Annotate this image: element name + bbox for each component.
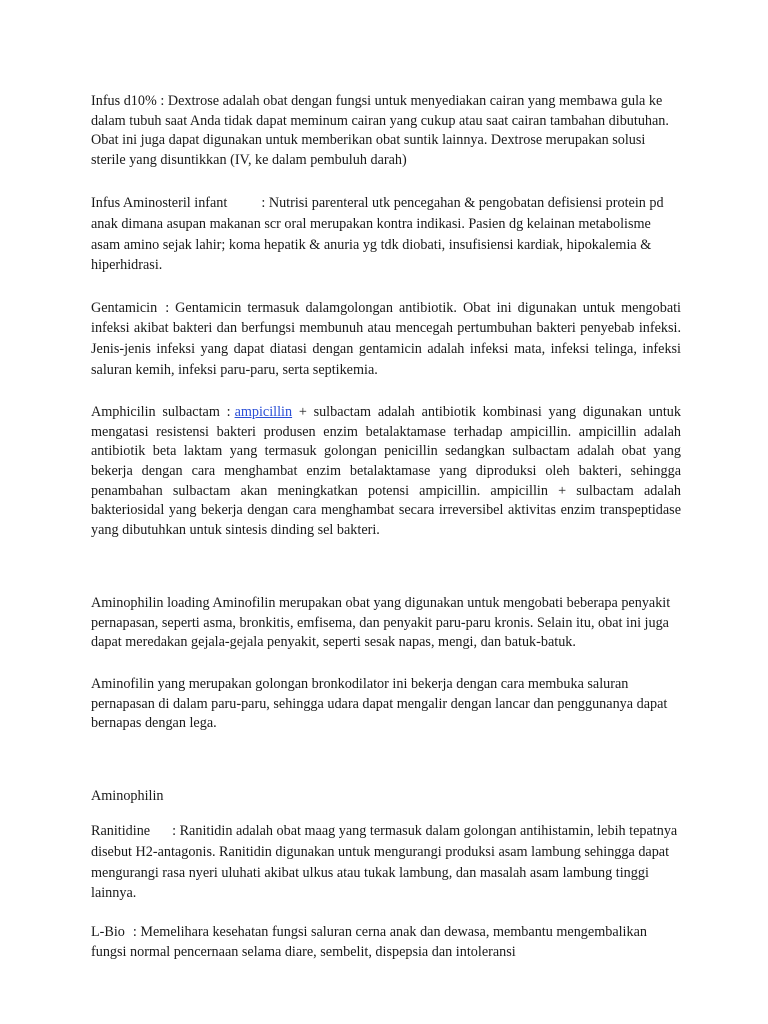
paragraph-aminophilin [91,787,681,807]
paragraph-l-bio [91,922,681,963]
paragraph-ranitidine [91,821,681,903]
document-page [91,92,681,963]
paragraph-amphicilin-sulbactam [91,403,681,540]
term-label: Gentamicin [91,299,158,316]
term-label: Ranitidine [91,823,151,840]
paragraph-text: : Nutrisi parenteral utk pencegahan & pengobatan defisiensi protein pd anak dimana asupan makanan scr oral merupakan kontra indikasi. Pasien dg kelainan metabolisme asam amino sejak lahir; koma hepatik & anuria yg tdk diobati, insufisiensi kardiak, hipokalemia & hiperhidrasi. [91,195,664,274]
paragraph-text: : Gentamicin termasuk dalamgolongan antibiotik. Obat ini digunakan untuk mengobati infeksi akibat bakteri dan berfungsi membunuh atau mencegah pertumbuhan bakteri penyebab infeksi. Jenis-jenis infeksi yang dapat diatasi dengan gentamicin adalah infeksi mata, infeksi telinga, infeksi saluran kemih, infeksi paru-paru, serta septikemia. [91,299,681,378]
ampicillin-link[interactable]: ampicillin [234,404,293,421]
term-label: Amphicilin sulbactam : [91,404,231,421]
paragraph-aminophilin-loading [91,594,681,653]
paragraph-text: : Ranitidin adalah obat maag yang termasuk dalam golongan antihistamin, lebih tepatnya disebut H2-antagonis. Ranitidin digunakan untuk mengurangi produksi asam lambung sehingga dapat mengurangi rasa nyeri uluhati akibat ulkus atau tukak lambung, dan masalah asam lambung tinggi lainnya. [91,823,678,902]
paragraph-text: Aminophilin [91,787,164,804]
paragraph-gentamicin [91,298,681,380]
term-label: Infus Aminosteril infant [91,195,228,212]
paragraph-infus-d10 [91,92,681,170]
paragraph-text: + sulbactam adalah antibiotik kombinasi yang digunakan untuk mengatasi resistensi bakteri produsen enzim betalaktamase terhadap ampicillin. ampicillin adalah antibiotik beta laktam yang termasuk golongan penicillin sedangkan sulbactam adalah obat yang bekerja dengan cara menghambat enzim betalaktamase yang diproduksi oleh bakteri, sehingga penambahan sulbactam akan meningkatkan potensi ampicillin. ampicillin + sulbactam adalah bakteriosidal yang bekerja dengan cara menghambat secara irreversibel aktivitas enzim transpeptidase yang dibutuhkan untuk sintesis dinding sel bakteri. [91,404,681,538]
paragraph-text: Aminophilin loading Aminofilin merupakan obat yang digunakan untuk mengobati beberapa penyakit pernapasan, seperti asma, bronkitis, emfisema, dan penyakit paru-paru kronis. Selain itu, obat ini juga dapat meredakan gejala-gejala penyakit, seperti sesak napas, mengi, dan batuk-batuk. [91,595,671,651]
paragraph-text: Infus d10% : Dextrose adalah obat dengan fungsi untuk menyediakan cairan yang membawa gula ke dalam tubuh saat Anda tidak dapat meminum cairan yang cukup atau saat cairan tambahan dibutuhan. Obat ini juga dapat digunakan untuk memberikan obat suntik lainnya. Dextrose merupakan solusi sterile yang disuntikkan (IV, ke dalam pembuluh darah) [91,93,669,168]
paragraph-text: Aminofilin yang merupakan golongan bronkodilator ini bekerja dengan cara membuka saluran pernapasan di dalam paru-paru, sehingga udara dapat mengalir dengan lancar dan penggunanya dapat bernapas dengan lega. [91,676,668,732]
paragraph-aminofilin-bronkodilator [91,675,681,734]
paragraph-infus-aminosteril [91,193,681,275]
paragraph-text: : Memelihara kesehatan fungsi saluran cerna anak dan dewasa, membantu mengembalikan fungsi normal pencernaan selama diare, sembelit, dispepsia dan intoleransi [91,923,647,961]
term-label: L-Bio [91,923,125,940]
